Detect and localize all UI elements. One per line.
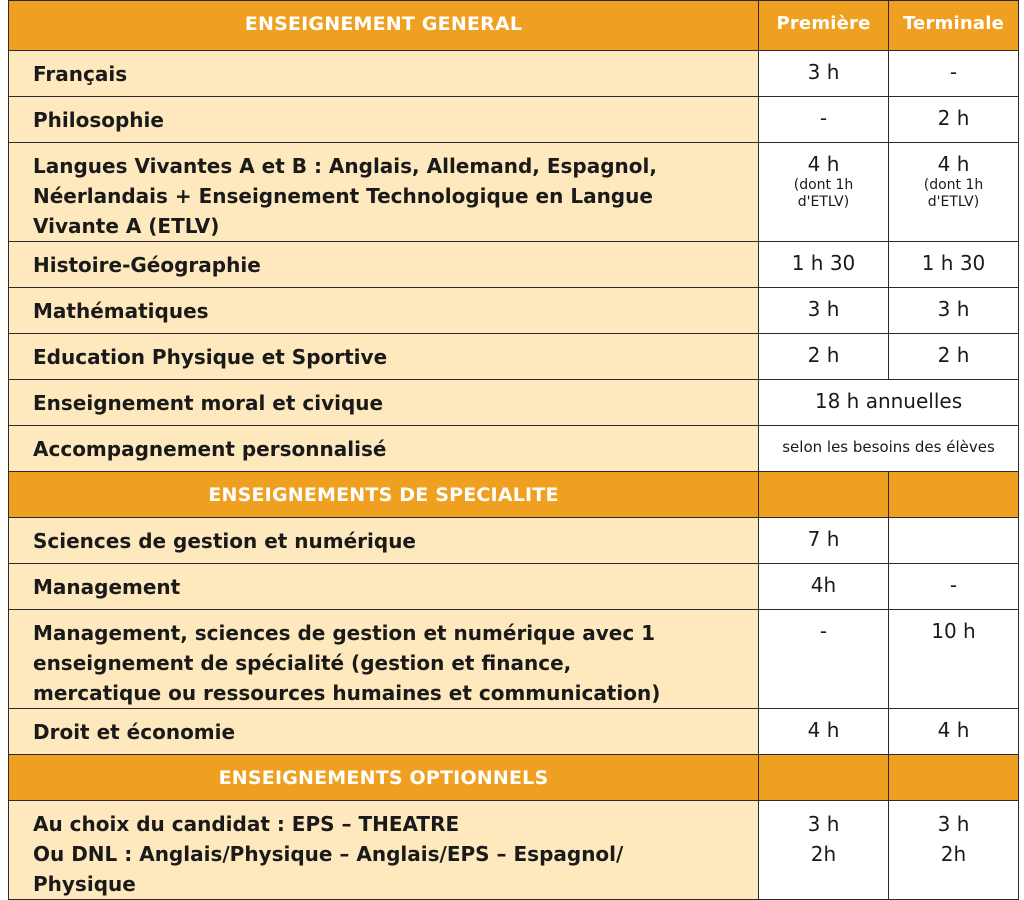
premiere-hours: 7 h [759, 518, 889, 564]
terminale-hours: 4 h [889, 709, 1019, 755]
hours-note: d'ETLV) [927, 194, 980, 210]
terminale-hours [889, 518, 1019, 564]
subject-line: Néerlandais + Enseignement Technologique en Langue [33, 184, 653, 208]
section-header-empty [889, 472, 1019, 518]
section-header-empty [759, 755, 889, 801]
section-header-empty [759, 472, 889, 518]
subject-line: Ou DNL : Anglais/Physique – Anglais/EPS – Espagnol/ [33, 842, 624, 866]
subject-cell: Education Physique et Sportive [9, 334, 759, 380]
terminale-hours: 3 h [889, 288, 1019, 334]
subject-line: enseignement de spécialité (gestion et finance, [33, 651, 572, 675]
subject-line: Management, sciences de gestion et numérique avec 1 [33, 621, 656, 645]
subject-cell: Histoire-Géographie [9, 242, 759, 288]
premiere-hours [759, 801, 889, 900]
subject-cell [9, 143, 759, 242]
header-row [9, 1, 1019, 51]
table-row [9, 97, 1019, 143]
table-row [9, 518, 1019, 564]
terminale-hours: 10 h [889, 610, 1019, 709]
terminale-hours: 1 h 30 [889, 242, 1019, 288]
subject-cell [9, 801, 759, 900]
hours-value: 2h [810, 842, 837, 866]
premiere-hours: 3 h [759, 51, 889, 97]
premiere-hours: 4h [759, 564, 889, 610]
subject-line: Physique [33, 872, 136, 896]
premiere-hours: - [759, 610, 889, 709]
subject-cell: Accompagnement personnalisé [9, 426, 759, 472]
subject-cell: Sciences de gestion et numérique [9, 518, 759, 564]
table-row [9, 288, 1019, 334]
subject-cell: Mathématiques [9, 288, 759, 334]
table-row [9, 426, 1019, 472]
premiere-hours [759, 143, 889, 242]
hours-value: 4 h [807, 152, 840, 176]
section-header-optionnels: ENSEIGNEMENTS OPTIONNELS [9, 755, 759, 801]
table-row [9, 334, 1019, 380]
section-header-general: ENSEIGNEMENT GENERAL [9, 1, 759, 51]
hours-note: d'ETLV) [797, 194, 850, 210]
terminale-hours: 2 h [889, 334, 1019, 380]
table-row [9, 610, 1019, 709]
column-header-terminale: Terminale [889, 1, 1019, 51]
hours-value: 3 h [937, 812, 970, 836]
section-header-row [9, 755, 1019, 801]
table-row [9, 564, 1019, 610]
subject-cell: Droit et économie [9, 709, 759, 755]
hours-value: 4 h [937, 152, 970, 176]
subject-line: mercatique ou ressources humaines et communication) [33, 681, 661, 705]
premiere-hours: - [759, 97, 889, 143]
subject-cell [9, 610, 759, 709]
subject-line: Langues Vivantes A et B : Anglais, Allemand, Espagnol, [33, 154, 657, 178]
table-row [9, 143, 1019, 242]
premiere-hours: 2 h [759, 334, 889, 380]
subject-cell: Français [9, 51, 759, 97]
combined-hours: 18 h annuelles [759, 380, 1019, 426]
terminale-hours [889, 143, 1019, 242]
section-header-empty [889, 755, 1019, 801]
terminale-hours: - [889, 51, 1019, 97]
terminale-hours [889, 801, 1019, 900]
hours-value: 3 h [807, 812, 840, 836]
column-header-premiere: Première [759, 1, 889, 51]
combined-hours: selon les besoins des élèves [759, 426, 1019, 472]
premiere-hours: 4 h [759, 709, 889, 755]
hours-note: (dont 1h [793, 177, 854, 193]
section-header-specialite: ENSEIGNEMENTS DE SPECIALITE [9, 472, 759, 518]
subject-cell: Enseignement moral et civique [9, 380, 759, 426]
premiere-hours: 1 h 30 [759, 242, 889, 288]
subject-line: Au choix du candidat : EPS – THEATRE [33, 812, 460, 836]
section-header-row [9, 472, 1019, 518]
table-row [9, 380, 1019, 426]
subject-cell: Philosophie [9, 97, 759, 143]
curriculum-table [8, 0, 1019, 900]
terminale-hours: 2 h [889, 97, 1019, 143]
premiere-hours: 3 h [759, 288, 889, 334]
table-row [9, 709, 1019, 755]
table-row [9, 242, 1019, 288]
table-row [9, 51, 1019, 97]
table-row [9, 801, 1019, 900]
subject-cell: Management [9, 564, 759, 610]
terminale-hours: - [889, 564, 1019, 610]
subject-line: Vivante A (ETLV) [33, 214, 220, 238]
hours-value: 2h [940, 842, 967, 866]
hours-note: (dont 1h [923, 177, 984, 193]
